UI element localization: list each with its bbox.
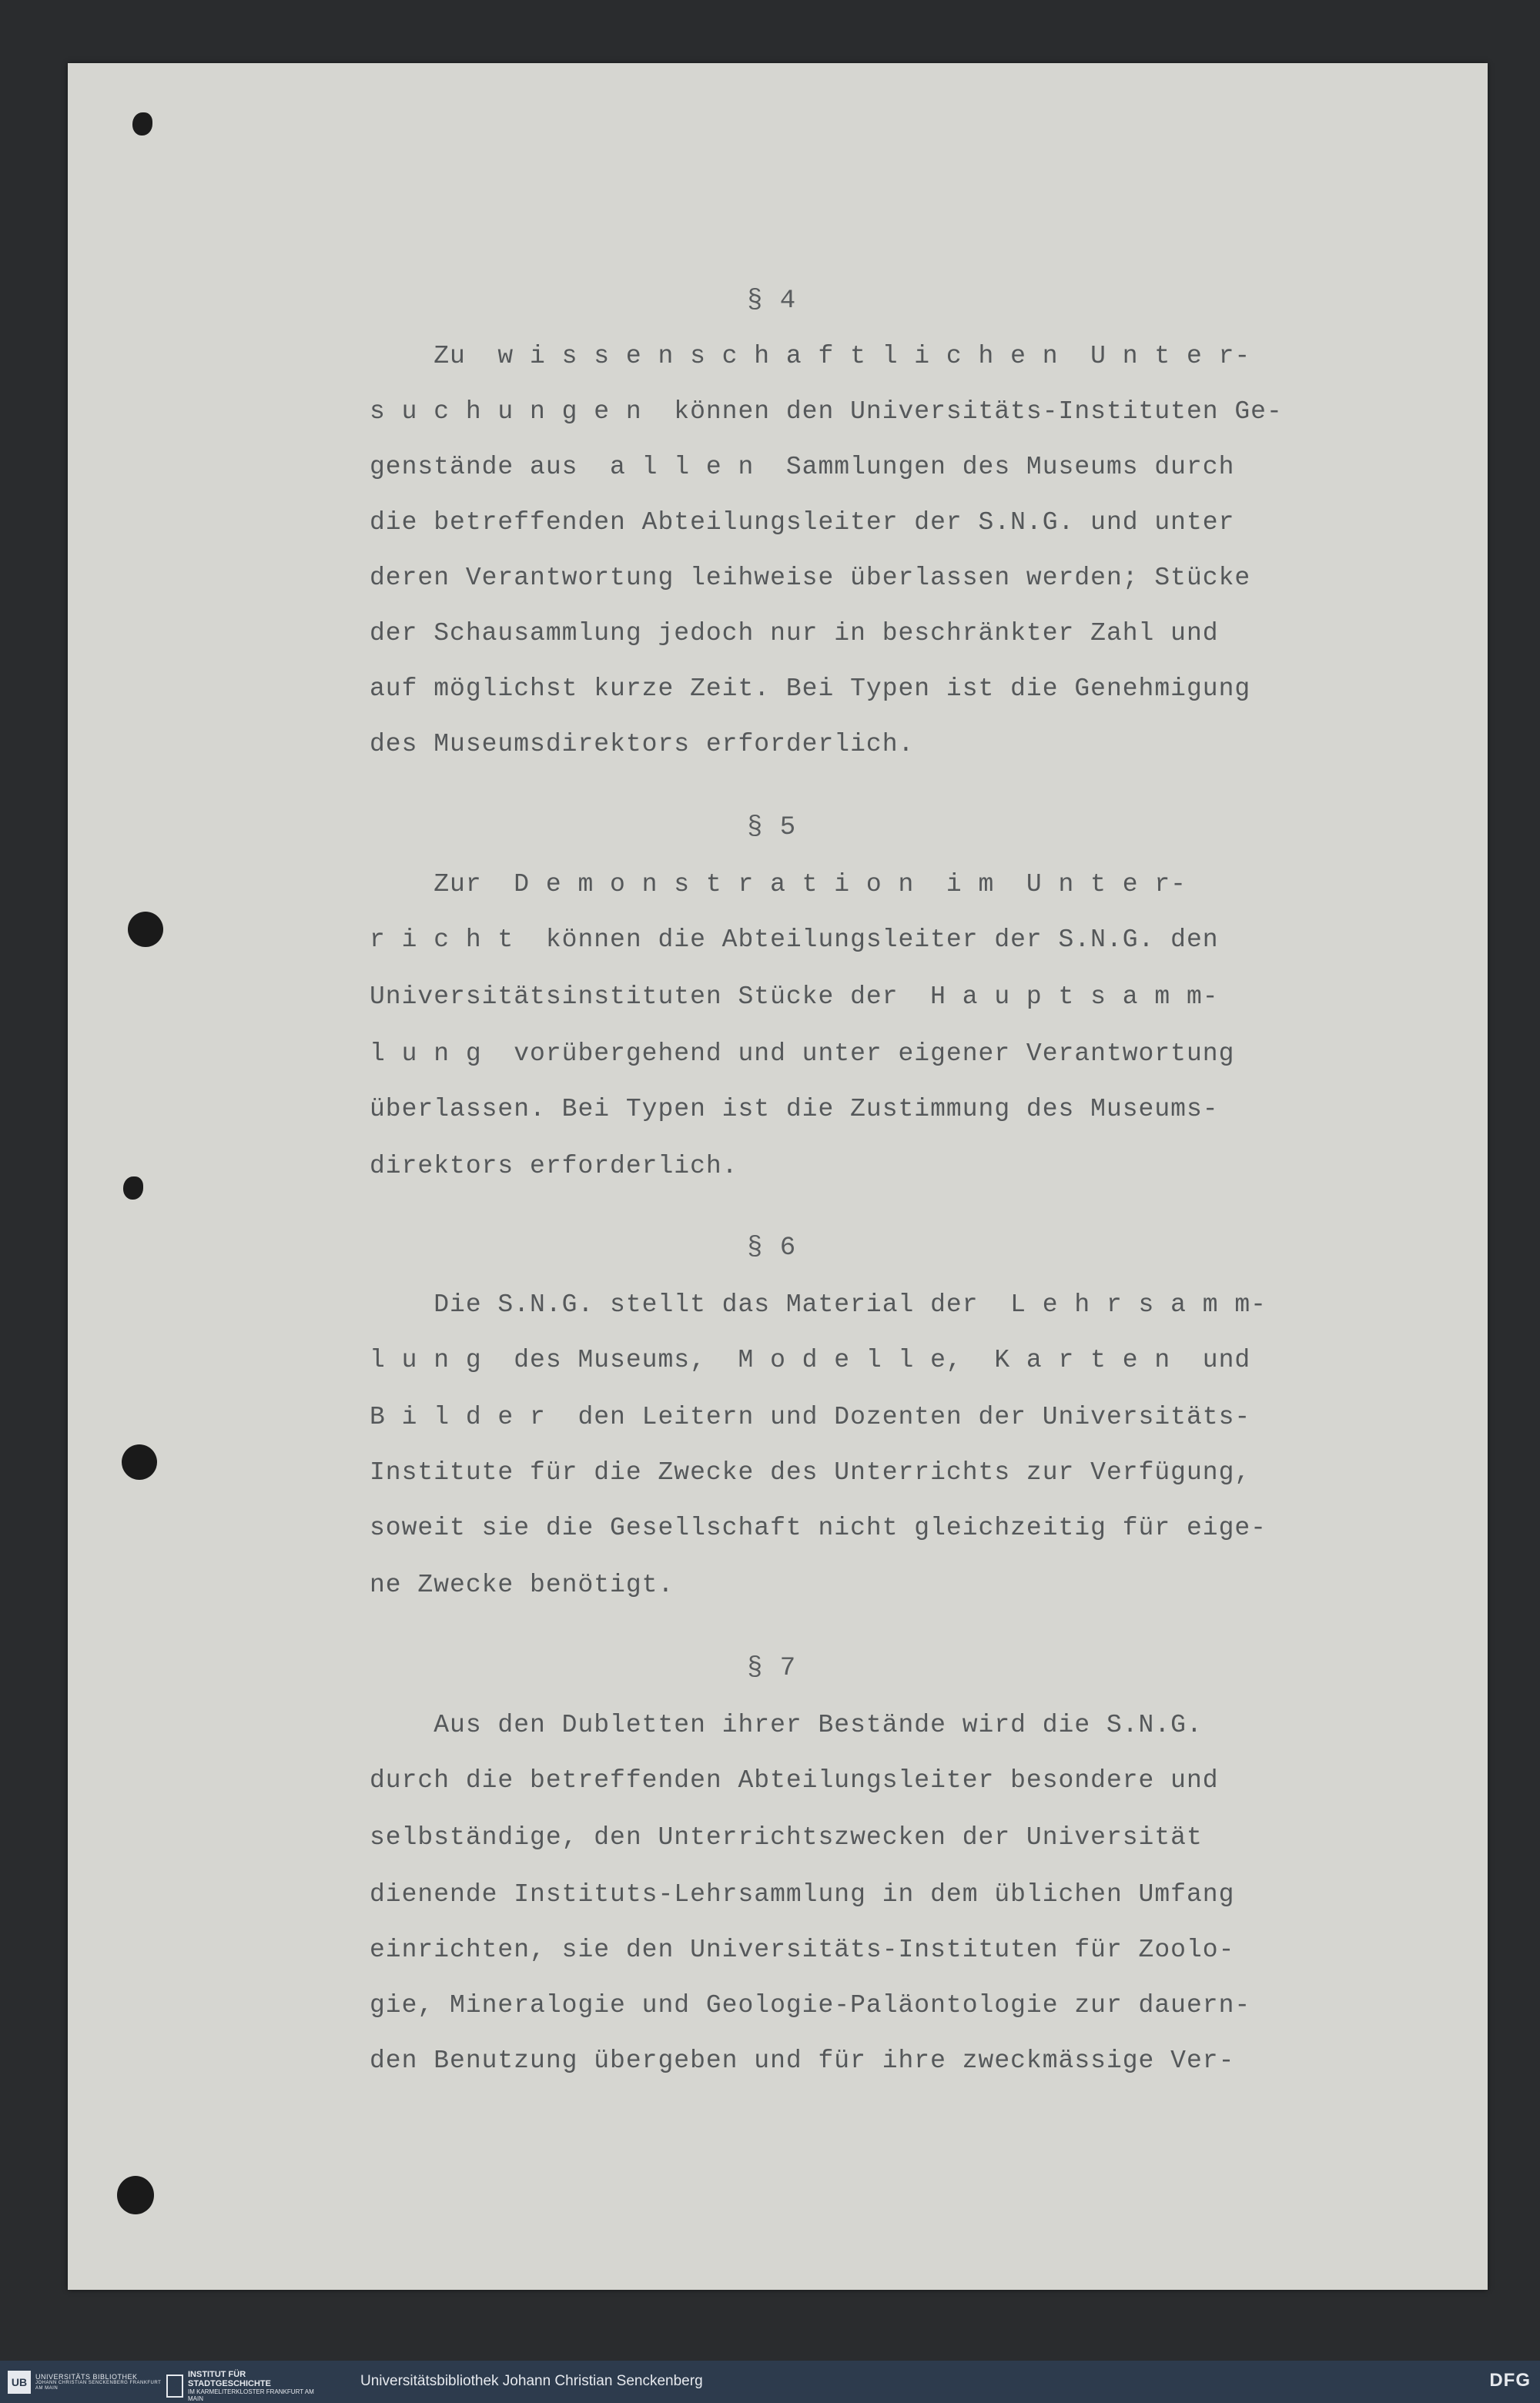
text-line: B i l d e r den Leitern und Dozenten der Universitäts- [370,1403,1251,1431]
institute-name: INSTITUT FÜR STADTGESCHICHTE [188,2370,271,2388]
punch-hole [122,1444,157,1480]
text-line: soweit sie die Gesellschaft nicht gleichzeitig für eige- [370,1514,1267,1542]
punch-hole-torn-top [132,112,152,136]
ub-logo-icon [8,2371,31,2394]
text-line: Aus den Dubletten ihrer Bestände wird die S.N.G. [370,1711,1203,1739]
text-line: Die S.N.G. stellt das Material der L e h r s a m m- [370,1290,1267,1319]
institute-logo[interactable] [166,2370,326,2402]
punch-hole-torn-middle [123,1176,143,1200]
dfg-logo[interactable]: DFG [1489,2370,1531,2391]
punch-hole-bottom [117,2176,154,2214]
section-mark-4: § 4 [747,286,797,316]
text-line: r i c h t können die Abteilungsleiter der S.N.G. den [370,925,1219,954]
institute-logo-icon [166,2375,183,2398]
library-credit: Universitätsbibliothek Johann Christian Senckenberg [360,2373,703,2389]
text-line: l u n g vorübergehend und unter eigener Verantwortung [370,1039,1235,1068]
institute-subname: IM KARMELITERKLOSTER FRANKFURT AM MAIN [188,2388,314,2402]
text-line: Institute für die Zwecke des Unterrichts zur Verfügung, [370,1458,1251,1487]
text-line: der Schausammlung jedoch nur in beschränkter Zahl und [370,619,1219,648]
text-line: durch die betreffenden Abteilungsleiter besondere und [370,1766,1219,1795]
text-line: gie, Mineralogie und Geologie-Paläontologie zur dauern- [370,1991,1251,2020]
ub-logo[interactable] [8,2370,166,2395]
ub-name: UNIVERSITÄTS BIBLIOTHEK [35,2373,138,2381]
text-line: dienende Instituts-Lehrsammlung in dem üblichen Umfang [370,1880,1235,1909]
text-line: selbständige, den Unterrichtszwecken der Universität [370,1823,1203,1852]
text-line: deren Verantwortung leihweise überlassen werden; Stücke [370,564,1251,592]
section-mark-5: § 5 [747,813,797,842]
text-line: s u c h u n g e n können den Universitäts-Instituten Ge- [370,397,1283,426]
text-line: direktors erforderlich. [370,1152,738,1180]
section-mark-6: § 6 [747,1233,797,1263]
ub-subname: JOHANN CHRISTIAN SENCKENBERG FRANKFURT AM MAIN [35,2381,162,2391]
text-line: genstände aus a l l e n Sammlungen des Museums durch [370,453,1235,481]
punch-hole [128,912,163,947]
viewer-footer-bar [0,2361,1540,2403]
text-line: Zur D e m o n s t r a t i o n i m U n t e r- [370,870,1187,899]
text-line: l u n g des Museums, M o d e l l e, K a r t e n und [370,1346,1251,1374]
ub-logo-label: UB [11,2376,28,2388]
text-line: die betreffenden Abteilungsleiter der S.N.G. und unter [370,508,1235,537]
text-line: ne Zwecke benötigt. [370,1571,675,1599]
text-line: einrichten, sie den Universitäts-Instituten für Zoolo- [370,1936,1235,1964]
text-line: überlassen. Bei Typen ist die Zustimmung des Museums- [370,1095,1219,1123]
text-line: den Benutzung übergeben und für ihre zweckmässige Ver- [370,2047,1235,2075]
text-line: Zu w i s s e n s c h a f t l i c h e n U n t e r- [370,342,1251,370]
section-mark-7: § 7 [747,1654,797,1683]
text-line: des Museumsdirektors erforderlich. [370,730,915,758]
text-line: auf möglichst kurze Zeit. Bei Typen ist die Genehmigung [370,674,1251,703]
text-line: Universitätsinstituten Stücke der H a u p t s a m m- [370,982,1219,1011]
document-page [68,63,1488,2290]
